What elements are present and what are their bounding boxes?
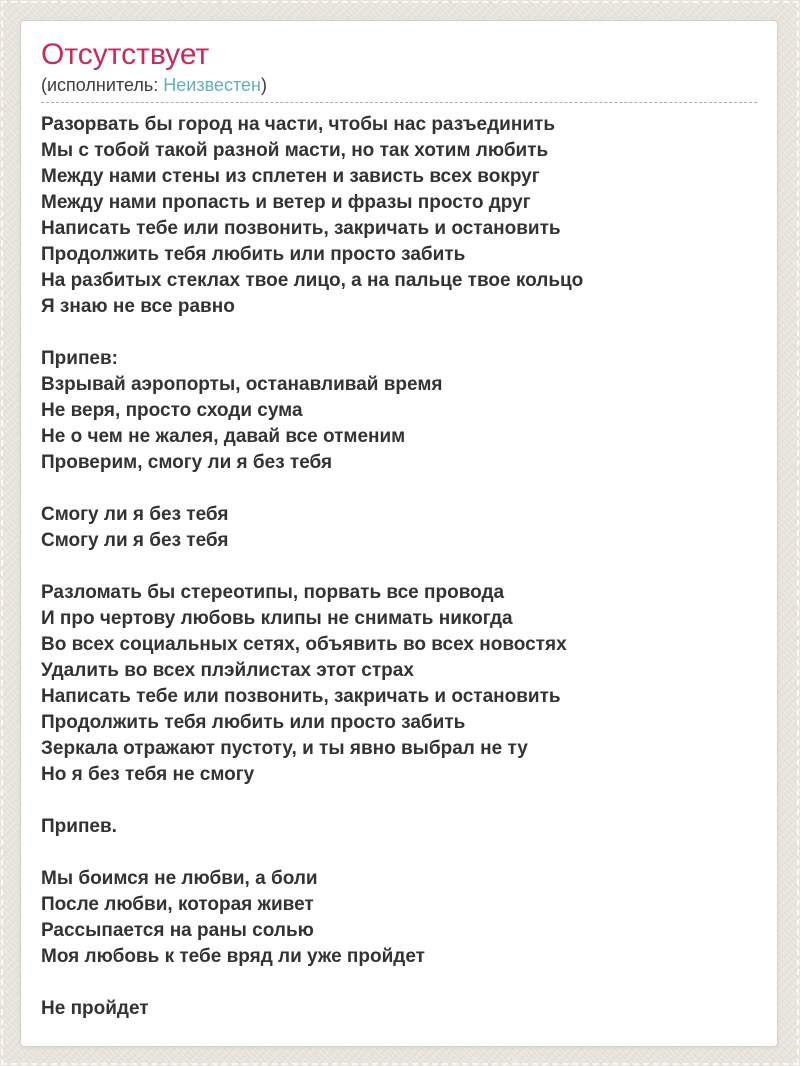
lyric-line: Рассыпается на раны солью bbox=[41, 920, 314, 941]
lyric-line: И про чертову любовь клипы не снимать никогда bbox=[41, 608, 513, 629]
lyric-line: Смогу ли я без тебя bbox=[41, 530, 229, 551]
lyric-line: Продолжить тебя любить или просто забить bbox=[41, 712, 466, 733]
lyric-line: Смогу ли я без тебя bbox=[41, 504, 229, 525]
lyric-line: Проверим, смогу ли я без тебя bbox=[41, 452, 333, 473]
lyric-line: Взрывай аэропорты, останавливай время bbox=[41, 374, 443, 395]
lyric-line: Написать тебе или позвонить, закричать и остановить bbox=[41, 218, 561, 239]
lyrics-card bbox=[20, 20, 778, 1047]
lyrics-block bbox=[41, 112, 757, 1022]
lyric-line: Припев: bbox=[41, 348, 118, 369]
lyric-line bbox=[41, 970, 757, 996]
lyric-line: На разбитых стеклах твое лицо, а на пальце твое кольцо bbox=[41, 270, 584, 291]
lyric-line: Не о чем не жалея, давай все отменим bbox=[41, 426, 406, 447]
lyric-line: Разорвать бы город на части, чтобы нас разъединить bbox=[41, 114, 556, 135]
lyric-line bbox=[41, 320, 757, 346]
lyric-line: Мы боимся не любви, а боли bbox=[41, 868, 318, 889]
lyric-line: Но я без тебя не смогу bbox=[41, 764, 255, 785]
lyric-line bbox=[41, 788, 757, 814]
lyric-line: Между нами пропасть и ветер и фразы просто друг bbox=[41, 192, 531, 213]
lyric-line: Припев. bbox=[41, 816, 117, 837]
lyric-line bbox=[41, 840, 757, 866]
lyric-line bbox=[41, 554, 757, 580]
song-title: Отсутствует bbox=[41, 38, 210, 71]
artist-label-suffix: ) bbox=[260, 75, 267, 95]
lyric-line: Мы с тобой такой разной масти, но так хотим любить bbox=[41, 140, 549, 161]
lyric-line: Продолжить тебя любить или просто забить bbox=[41, 244, 466, 265]
lyric-line: Написать тебе или позвонить, закричать и остановить bbox=[41, 686, 561, 707]
lyric-line: Я знаю не все равно bbox=[41, 296, 235, 317]
lyric-line: Не веря, просто сходи сума bbox=[41, 400, 303, 421]
lyric-line: После любви, которая живет bbox=[41, 894, 314, 915]
lyric-line: Разломать бы стереотипы, порвать все провода bbox=[41, 582, 505, 603]
artist-link[interactable]: Неизвестен bbox=[163, 75, 261, 95]
artist-label-prefix: (исполнитель: bbox=[41, 75, 164, 95]
lyric-line: Во всех социальных сетях, объявить во всех новостях bbox=[41, 634, 567, 655]
lyric-line: Удалить во всех плэйлистах этот страх bbox=[41, 660, 414, 681]
lyric-line: Не пройдет bbox=[41, 998, 149, 1019]
lyric-line: Моя любовь к тебе вряд ли уже пройдет bbox=[41, 946, 425, 967]
lyric-line: Зеркала отражают пустоту, и ты явно выбрал не ту bbox=[41, 738, 528, 759]
lyric-line bbox=[41, 476, 757, 502]
lyric-line: Между нами стены из сплетен и зависть всех вокруг bbox=[41, 166, 540, 187]
artist-line bbox=[41, 74, 757, 103]
